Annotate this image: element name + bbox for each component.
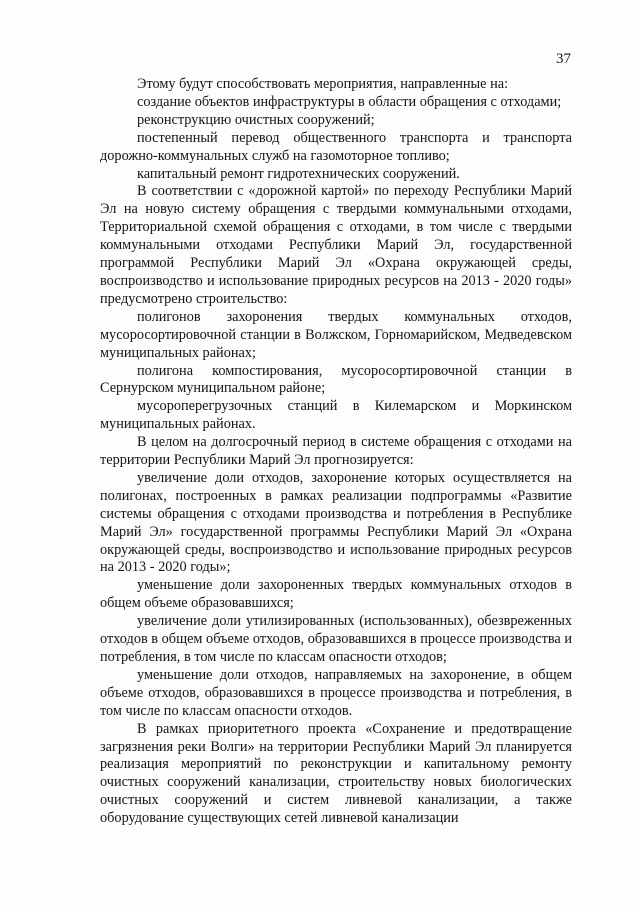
- paragraph-intro: Этому будут способствовать мероприятия, направленные на:: [137, 76, 509, 92]
- paragraph-roadmap: В соответствии с «дорожной картой» по переходу Республики Марий Эл на новую систему обращения с твердыми коммунальными отходами, Территориальной схемой обращения с отходами, в том числе с твердыми коммунальными отходами Республики Марий Эл, государственной программой Республики Марий Эл «Охрана окружающей среды, воспроизводство и использование природных ресурсов на 2013 - 2020 годы» предусмотрено строительство:: [100, 183, 572, 307]
- paragraph-composting: полигона компостирования, мусоросортировочной станции в Сернурском муниципальном районе;: [100, 362, 572, 397]
- paragraph-volga-project: В рамках приоритетного проекта «Сохранение и предотвращение загрязнения реки Волги» на территории Республики Марий Эл планируется реализация мероприятий по реконструкции и капитальному ремонту очистных сооружений канализации, строительству новых биологических очистных сооружений и систем ливневой канализации, а также оборудование существующих сетей ливневой канализации: [100, 720, 572, 827]
- paragraph-treatment-reconstruction: реконструкцию очистных сооружений;: [137, 111, 375, 128]
- paragraph-forecast-disposal-share: уменьшение доли отходов, направляемых на захоронение, в общем объеме отходов, образовавшихся в процессе производства и потребления, в том числе по классам опасности отходов.: [100, 666, 572, 719]
- paragraph-forecast-buried-share: уменьшение доли захороненных твердых коммунальных отходов в общем объеме образовавшихся;: [100, 577, 572, 612]
- paragraph-forecast-utilized-share: увеличение доли утилизированных (использованных), обезвреженных отходов в общем объеме отходов, образовавшихся в процессе производства и потребления, в том числе по классам опасности отходов;: [100, 613, 572, 665]
- paragraph-transfer-stations: мусороперегрузочных станций в Килемарском и Моркинском муниципальных районах.: [100, 398, 572, 433]
- page-number: 37: [556, 51, 571, 67]
- body-text: [100, 76, 572, 828]
- paragraph-landfills: полигонов захоронения твердых коммунальных отходов, мусоросортировочной станции в Волжском, Горномарийском, Медведевском муниципальных районах;: [100, 308, 572, 361]
- paragraph-forecast-landfill-share: увеличение доли отходов, захоронение которых осуществляется на полигонах, построенных в рамках реализации подпрограммы «Развитие системы обращения с отходами производства и потребления в Республике Марий Эл» государственной программы Республики Марий Эл «Охрана окружающей среды, воспроизводство и использование природных ресурсов на 2013 - 2020 годы»;: [100, 469, 572, 576]
- paragraph-forecast-intro: В целом на долгосрочный период в системе обращения с отходами на территории Республики Марий Эл прогнозируется:: [100, 434, 572, 469]
- paragraph-hydraulic-repair: капитальный ремонт гидротехнических сооружений.: [137, 165, 460, 182]
- paragraph-infrastructure: создание объектов инфраструктуры в области обращения с отходами;: [137, 93, 562, 110]
- paragraph-gas-fuel-transport: постепенный перевод общественного транспорта и транспорта дорожно-коммунальных служб на газомоторное топливо;: [100, 129, 572, 164]
